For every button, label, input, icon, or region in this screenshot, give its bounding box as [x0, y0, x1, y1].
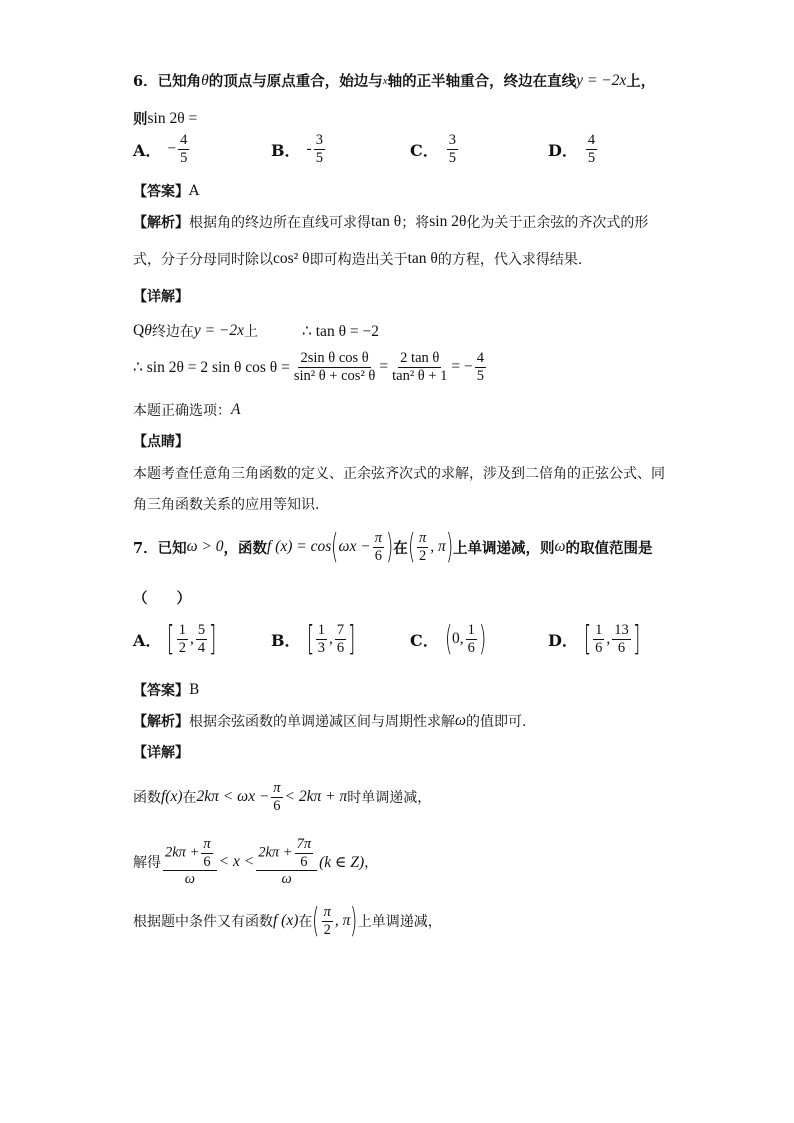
q6-detail-line-2: ∴ sin 2θ = 2 sin θ cos θ = $\frac{\text{2sin θ cos θ}}{\text{sin² θ + cos² θ}}$ = $\frac{\text{2 tan θ}}{\text{tan² θ + 1}}$ = − $\frac{4}{5}$	[133, 350, 485, 384]
q6-option-c[interactable]: C． $\frac{3}{5}$	[410, 132, 456, 166]
q6-stem: 6． 已知角 θ 的顶点与原点重合，始边与 x 轴的正半轴重合，终边在直线 y = −2x 上，	[133, 71, 656, 90]
q6-analysis-line-2: 式，分子分母同时除以 cos² θ 即可构造出关于 tan θ 的方程，代入求得结果.	[133, 250, 583, 268]
q7-option-b[interactable]: B． [ $\frac{1}{3}$ , $\frac{7}{6}$ ]	[271, 619, 356, 660]
q6-comment-tag: 【点睛】	[133, 434, 189, 450]
q6-comment-line-1: 本题考查任意角三角函数的定义、正余弦齐次式的求解，涉及到二倍角的正弦公式、同	[133, 466, 665, 482]
q7-detail-line-3: 根据题中条件又有函数 f (x) 在 ( $\frac{\pi}{2}$ , π ) 上单调递减，	[133, 901, 442, 942]
q6-option-d[interactable]: D． $\frac{4}{5}$	[548, 132, 596, 166]
q6-option-a[interactable]: A． − $\frac{4}{5}$	[133, 132, 188, 166]
q6-option-b[interactable]: B． - $\frac{3}{5}$	[271, 132, 323, 166]
q6-number: 6．	[133, 73, 158, 90]
q7-detail-line-1: 函数 f(x) 在 2kπ < ωx − $\frac{\pi}{6}$ < 2kπ + π 时单调递减，	[133, 780, 432, 814]
q7-number: 7．	[133, 539, 158, 557]
q7-stem: 7． 已知 ω > 0 ，函数 f (x) = cos ( ωx − $\frac{\pi}{6}$ ) 在 ( $\frac{\pi}{2}$ , π ) 上单调递减，则 ω 的取值范围是	[133, 527, 653, 568]
q6-ask: 则 sin 2θ =	[133, 109, 198, 128]
q6-analysis-line-1: 【解析】 根据角的终边所在直线可求得 tan θ ；将 sin 2θ 化为关于正余弦的齐次式的形	[133, 213, 649, 231]
q6-answer: 【答案】 A	[133, 183, 200, 200]
q7-analysis: 【解析】 根据余弦函数的单调递减区间与周期性求解 ω 的值即可.	[133, 712, 527, 730]
q6-comment-line-2: 角三角函数关系的应用等知识.	[133, 497, 320, 513]
q6-detail-line-1: Q θ 终边在 y = −2x 上 ∴ tan θ = −2	[133, 322, 379, 340]
q7-detail-tag: 【详解】	[133, 745, 189, 761]
q7-option-c[interactable]: C． ( 0 , $\frac{1}{6}$ )	[410, 619, 487, 660]
q7-option-d[interactable]: D． [ $\frac{1}{6}$ , $\frac{13}{6}$ ]	[548, 619, 641, 660]
q7-option-a[interactable]: A． [ $\frac{1}{2}$ , $\frac{5}{4}$ ]	[133, 619, 217, 660]
q6-correct: 本题正确选项： A	[133, 401, 241, 419]
q7-answer: 【答案】 B	[133, 682, 200, 699]
q6-detail-tag: 【详解】	[133, 289, 189, 305]
q7-detail-line-2: 解得 2kπ + $\frac{\pi}{6}$ ω < x < 2kπ + $\frac{7\pi}{6}$ ω (k ∈ Z) ，	[133, 836, 379, 888]
q7-paren: （ ）	[133, 590, 191, 607]
